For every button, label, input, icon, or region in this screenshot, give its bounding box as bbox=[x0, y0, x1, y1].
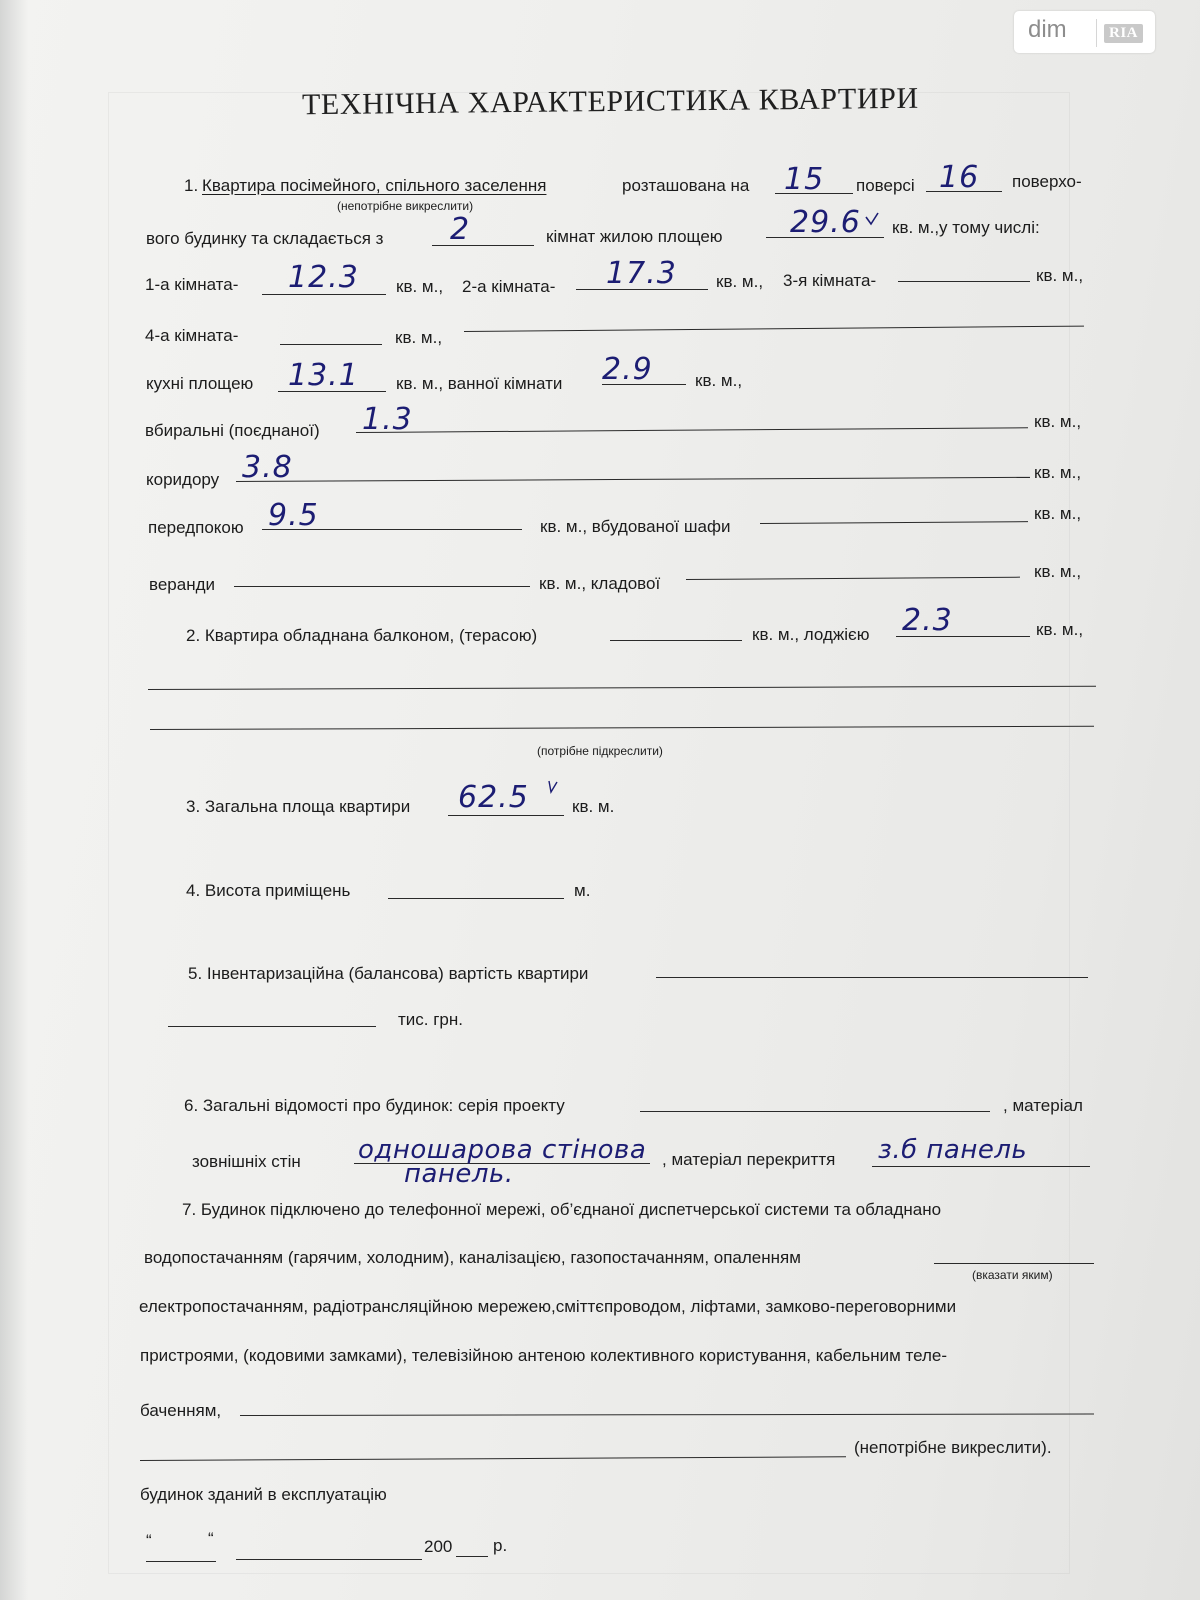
check-mark-icon bbox=[865, 212, 879, 226]
toilet-label: вбиральні (поєднаної) bbox=[145, 421, 320, 440]
date-close-quote: “ bbox=[208, 1529, 214, 1548]
room2-label: 2-а кімната- bbox=[462, 277, 556, 296]
rooms-label: кімнат жилою площею bbox=[546, 227, 723, 246]
total-area-value: 62.5 bbox=[458, 780, 529, 815]
living-area-value: 29.6 bbox=[790, 205, 861, 240]
walls-label: зовнішніх стін bbox=[192, 1152, 301, 1171]
storage-unit: кв. м., bbox=[1034, 562, 1082, 581]
date-open-quote: “ bbox=[146, 1531, 152, 1550]
room4-unit: кв. м., bbox=[395, 328, 443, 347]
s7-line5: баченням, bbox=[140, 1401, 222, 1420]
s7-specify-note: (вказати яким) bbox=[972, 1268, 1053, 1282]
s7-line1: 7. Будинок підключено до телефонної мережі, об’єднаної диспетчерської системи та обладнано bbox=[182, 1200, 942, 1219]
s3-label: 3. Загальна площа квартири bbox=[186, 797, 411, 816]
page-edge-shadow bbox=[0, 0, 28, 1600]
s7-line4: пристроями, (кодовими замками), телевізійною антеною колективного користування, кабельним теле- bbox=[140, 1346, 948, 1365]
kitchen-unit: кв. м., ванної кімнати bbox=[396, 374, 563, 393]
toilet-value: 1.3 bbox=[362, 402, 413, 437]
veranda-label: веранди bbox=[149, 575, 216, 594]
date-year-prefix: 200 bbox=[424, 1537, 453, 1556]
strike-note: (непотрібне викреслити) bbox=[337, 199, 474, 213]
room1-unit: кв. м., bbox=[396, 277, 444, 296]
s7-line3: електропостачанням, радіотрансляційною мережею,сміттєпроводом, ліфтами, замково-переговорними bbox=[139, 1297, 957, 1316]
hall-unit: кв. м., вбудованої шафи bbox=[540, 517, 731, 536]
s4-unit: м. bbox=[574, 881, 591, 900]
dim-ria-watermark-logo bbox=[1014, 11, 1155, 53]
hall-value: 9.5 bbox=[268, 498, 319, 533]
room3-label: 3-я кімната- bbox=[783, 271, 877, 290]
s5-label: 5. Інвентаризаційна (балансова) вартість квартири bbox=[188, 964, 589, 983]
room2-unit: кв. м., bbox=[716, 272, 764, 291]
walls-value-line2: панель. bbox=[404, 1159, 514, 1189]
room3-unit: кв. м., bbox=[1036, 266, 1084, 285]
check-mark-icon bbox=[546, 780, 560, 794]
hall-label: передпокою bbox=[148, 518, 244, 537]
floor-value: 15 bbox=[784, 162, 825, 197]
loggia-value: 2.3 bbox=[902, 603, 953, 638]
loggia-unit: кв. м., bbox=[1036, 620, 1084, 639]
commissioned-label: будинок зданий в експлуатацію bbox=[140, 1485, 387, 1504]
s1-struck-phrase: Квартира посімейного, спільного заселення bbox=[202, 176, 547, 195]
floor-label: поверсі bbox=[856, 176, 915, 195]
floors-value: з.б панель bbox=[878, 1135, 1028, 1165]
s5-unit: тис. грн. bbox=[398, 1010, 463, 1029]
logo-brand: dim bbox=[1028, 16, 1067, 43]
room1-label: 1-а кімната- bbox=[145, 275, 239, 294]
storeys-value: 16 bbox=[939, 160, 980, 195]
room1-value: 12.3 bbox=[288, 260, 359, 295]
corridor-value: 3.8 bbox=[242, 450, 293, 485]
walls-value-line1: одношарова стінова bbox=[358, 1135, 647, 1165]
page-title: ТЕХНІЧНА ХАРАКТЕРИСТИКА КВАРТИРИ bbox=[301, 81, 919, 122]
s2-note: (потрібне підкреслити) bbox=[537, 744, 663, 758]
room2-value: 17.3 bbox=[606, 256, 677, 291]
s1-number: 1. bbox=[184, 176, 199, 195]
material-label: , матеріал bbox=[1003, 1096, 1083, 1115]
logo-badge: RIA bbox=[1104, 24, 1143, 43]
balcony-unit: кв. м., лоджією bbox=[752, 625, 870, 644]
corridor-label: коридору bbox=[146, 470, 220, 489]
date-year-suffix: р. bbox=[493, 1536, 508, 1555]
rooms-value: 2 bbox=[450, 212, 471, 247]
toilet-unit: кв. м., bbox=[1034, 412, 1082, 431]
floors-label: , матеріал перекриття bbox=[662, 1150, 836, 1169]
building-label: вого будинку та складається з bbox=[146, 229, 384, 248]
s7-strike-note: (непотрібне викреслити). bbox=[854, 1438, 1052, 1457]
s4-label: 4. Висота приміщень bbox=[186, 881, 351, 900]
living-area-unit: кв. м.,у тому числі: bbox=[892, 218, 1040, 237]
room4-label: 4-а кімната- bbox=[145, 326, 239, 345]
storeys-label: поверхо- bbox=[1012, 172, 1082, 191]
bath-unit: кв. м., bbox=[695, 371, 743, 390]
veranda-unit: кв. м., кладової bbox=[539, 574, 661, 593]
kitchen-label: кухні площею bbox=[146, 374, 254, 393]
s6-label: 6. Загальні відомості про будинок: серія проекту bbox=[184, 1096, 565, 1115]
corridor-unit: кв. м., bbox=[1034, 463, 1082, 482]
s1-located-label: розташована на bbox=[622, 176, 750, 195]
bath-value: 2.9 bbox=[602, 352, 653, 387]
kitchen-value: 13.1 bbox=[288, 358, 359, 393]
closet-unit: кв. м., bbox=[1034, 504, 1082, 523]
s2-label: 2. Квартира обладнана балконом, (терасою) bbox=[186, 626, 538, 645]
s7-line2: водопостачанням (гарячим, холодним), каналізацією, газопостачанням, опаленням bbox=[144, 1248, 801, 1267]
total-area-unit: кв. м. bbox=[572, 797, 615, 816]
